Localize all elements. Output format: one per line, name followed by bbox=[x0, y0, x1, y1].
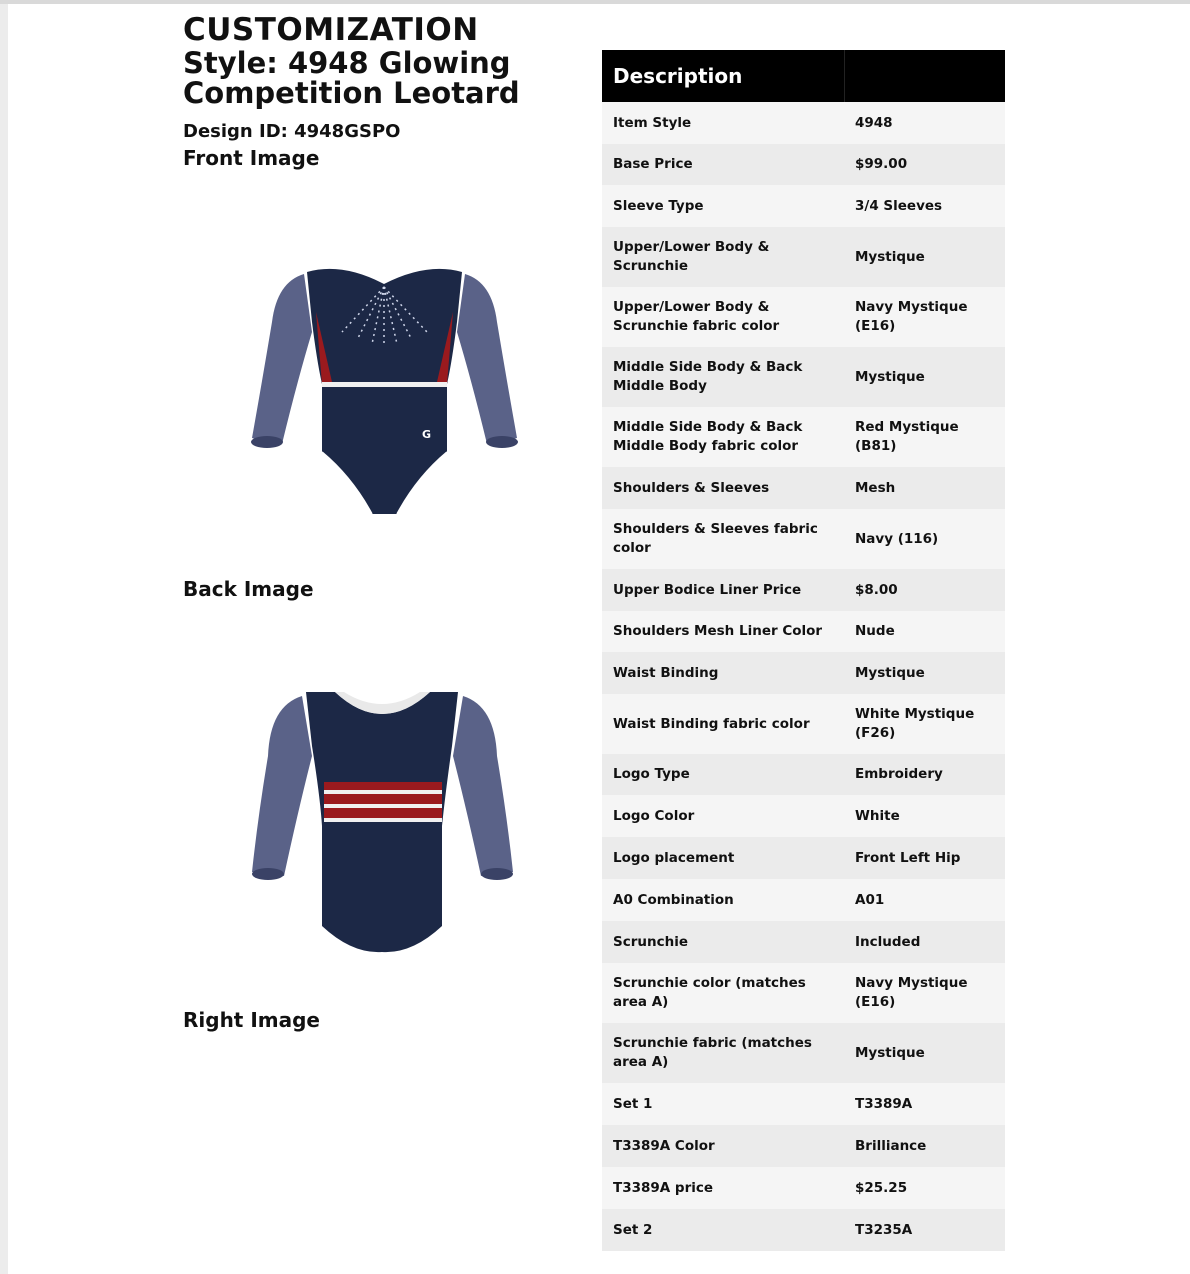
row-value: Brilliance bbox=[844, 1125, 1005, 1167]
table-row bbox=[602, 185, 1005, 227]
row-key: Upper/Lower Body & Scrunchie fabric color bbox=[602, 287, 844, 347]
row-value: 4948 bbox=[844, 102, 1005, 144]
row-key: Scrunchie fabric (matches area A) bbox=[602, 1023, 844, 1083]
row-value: Mystique bbox=[844, 347, 1005, 407]
right-image-label: Right Image bbox=[183, 1008, 320, 1032]
row-value: Navy Mystique (E16) bbox=[844, 287, 1005, 347]
row-key: Shoulders & Sleeves bbox=[602, 467, 844, 509]
row-key: Logo Type bbox=[602, 754, 844, 795]
row-value: 3/4 Sleeves bbox=[844, 185, 1005, 227]
row-key: Shoulders & Sleeves fabric color bbox=[602, 509, 844, 569]
row-key: Logo placement bbox=[602, 837, 844, 879]
table-row bbox=[602, 837, 1005, 879]
row-value: Mystique bbox=[844, 227, 1005, 287]
back-right-sleeve bbox=[453, 696, 513, 876]
table-row bbox=[602, 795, 1005, 837]
page bbox=[8, 4, 1190, 1274]
table-row bbox=[602, 347, 1005, 407]
row-value: T3389A bbox=[844, 1083, 1005, 1125]
table-row bbox=[602, 1125, 1005, 1167]
row-key: Scrunchie bbox=[602, 921, 844, 963]
design-id: Design ID: 4948GSPO bbox=[183, 121, 401, 142]
table-row bbox=[602, 1023, 1005, 1083]
row-value: Mystique bbox=[844, 652, 1005, 694]
table-row bbox=[602, 652, 1005, 694]
row-key: A0 Combination bbox=[602, 879, 844, 921]
description-table-body bbox=[602, 102, 1005, 1251]
svg-text:G: G bbox=[422, 428, 432, 441]
back-left-sleeve bbox=[252, 696, 312, 876]
row-key: T3389A price bbox=[602, 1167, 844, 1209]
row-key: Waist Binding fabric color bbox=[602, 694, 844, 754]
table-row bbox=[602, 1209, 1005, 1251]
table-row bbox=[602, 694, 1005, 754]
row-value: Navy Mystique (E16) bbox=[844, 963, 1005, 1023]
back-red-panel bbox=[324, 782, 442, 822]
table-row bbox=[602, 921, 1005, 963]
table-row bbox=[602, 467, 1005, 509]
table-row bbox=[602, 144, 1005, 185]
table-row bbox=[602, 569, 1005, 611]
description-header: Description bbox=[602, 50, 844, 102]
row-value: Embroidery bbox=[844, 754, 1005, 795]
row-value: $8.00 bbox=[844, 569, 1005, 611]
table-row bbox=[602, 287, 1005, 347]
table-row bbox=[602, 509, 1005, 569]
row-key: Upper/Lower Body & Scrunchie bbox=[602, 227, 844, 287]
back-leotard-image[interactable] bbox=[240, 686, 525, 956]
row-key: Middle Side Body & Back Middle Body fabric color bbox=[602, 407, 844, 467]
front-left-sleeve bbox=[252, 274, 312, 444]
row-key: Waist Binding bbox=[602, 652, 844, 694]
front-right-sleeve bbox=[457, 274, 517, 444]
style-title: Style: 4948 Glowing Competition Leotard bbox=[183, 46, 520, 110]
row-value: Mystique bbox=[844, 1023, 1005, 1083]
description-table bbox=[602, 50, 1005, 1251]
row-key: Sleeve Type bbox=[602, 185, 844, 227]
row-value: A01 bbox=[844, 879, 1005, 921]
row-key: Set 2 bbox=[602, 1209, 844, 1251]
row-value: Navy (116) bbox=[844, 509, 1005, 569]
front-waist-binding bbox=[322, 382, 447, 387]
row-value: $99.00 bbox=[844, 144, 1005, 185]
table-row bbox=[602, 963, 1005, 1023]
row-value: T3235A bbox=[844, 1209, 1005, 1251]
row-value: Nude bbox=[844, 611, 1005, 652]
row-key: Middle Side Body & Back Middle Body bbox=[602, 347, 844, 407]
row-value: Red Mystique (B81) bbox=[844, 407, 1005, 467]
table-header-row bbox=[602, 50, 1005, 102]
row-value: White Mystique (F26) bbox=[844, 694, 1005, 754]
back-body bbox=[306, 692, 458, 952]
customization-heading: CUSTOMIZATION bbox=[183, 12, 479, 48]
row-value: White bbox=[844, 795, 1005, 837]
row-key: Item Style bbox=[602, 102, 844, 144]
table-row bbox=[602, 879, 1005, 921]
row-key: Upper Bodice Liner Price bbox=[602, 569, 844, 611]
row-key: Base Price bbox=[602, 144, 844, 185]
row-value: Included bbox=[844, 921, 1005, 963]
description-header-blank bbox=[844, 50, 1005, 102]
row-key: Shoulders Mesh Liner Color bbox=[602, 611, 844, 652]
row-key: Logo Color bbox=[602, 795, 844, 837]
table-row bbox=[602, 1167, 1005, 1209]
table-row bbox=[602, 611, 1005, 652]
row-key: Set 1 bbox=[602, 1083, 844, 1125]
front-leotard-image[interactable] bbox=[242, 262, 527, 522]
row-value: $25.25 bbox=[844, 1167, 1005, 1209]
table-row bbox=[602, 1083, 1005, 1125]
table-row bbox=[602, 102, 1005, 144]
back-image-label: Back Image bbox=[183, 577, 314, 601]
table-row bbox=[602, 754, 1005, 795]
row-key: Scrunchie color (matches area A) bbox=[602, 963, 844, 1023]
row-value: Front Left Hip bbox=[844, 837, 1005, 879]
front-image-label: Front Image bbox=[183, 146, 320, 170]
row-key: T3389A Color bbox=[602, 1125, 844, 1167]
row-value: Mesh bbox=[844, 467, 1005, 509]
table-row bbox=[602, 407, 1005, 467]
table-row bbox=[602, 227, 1005, 287]
